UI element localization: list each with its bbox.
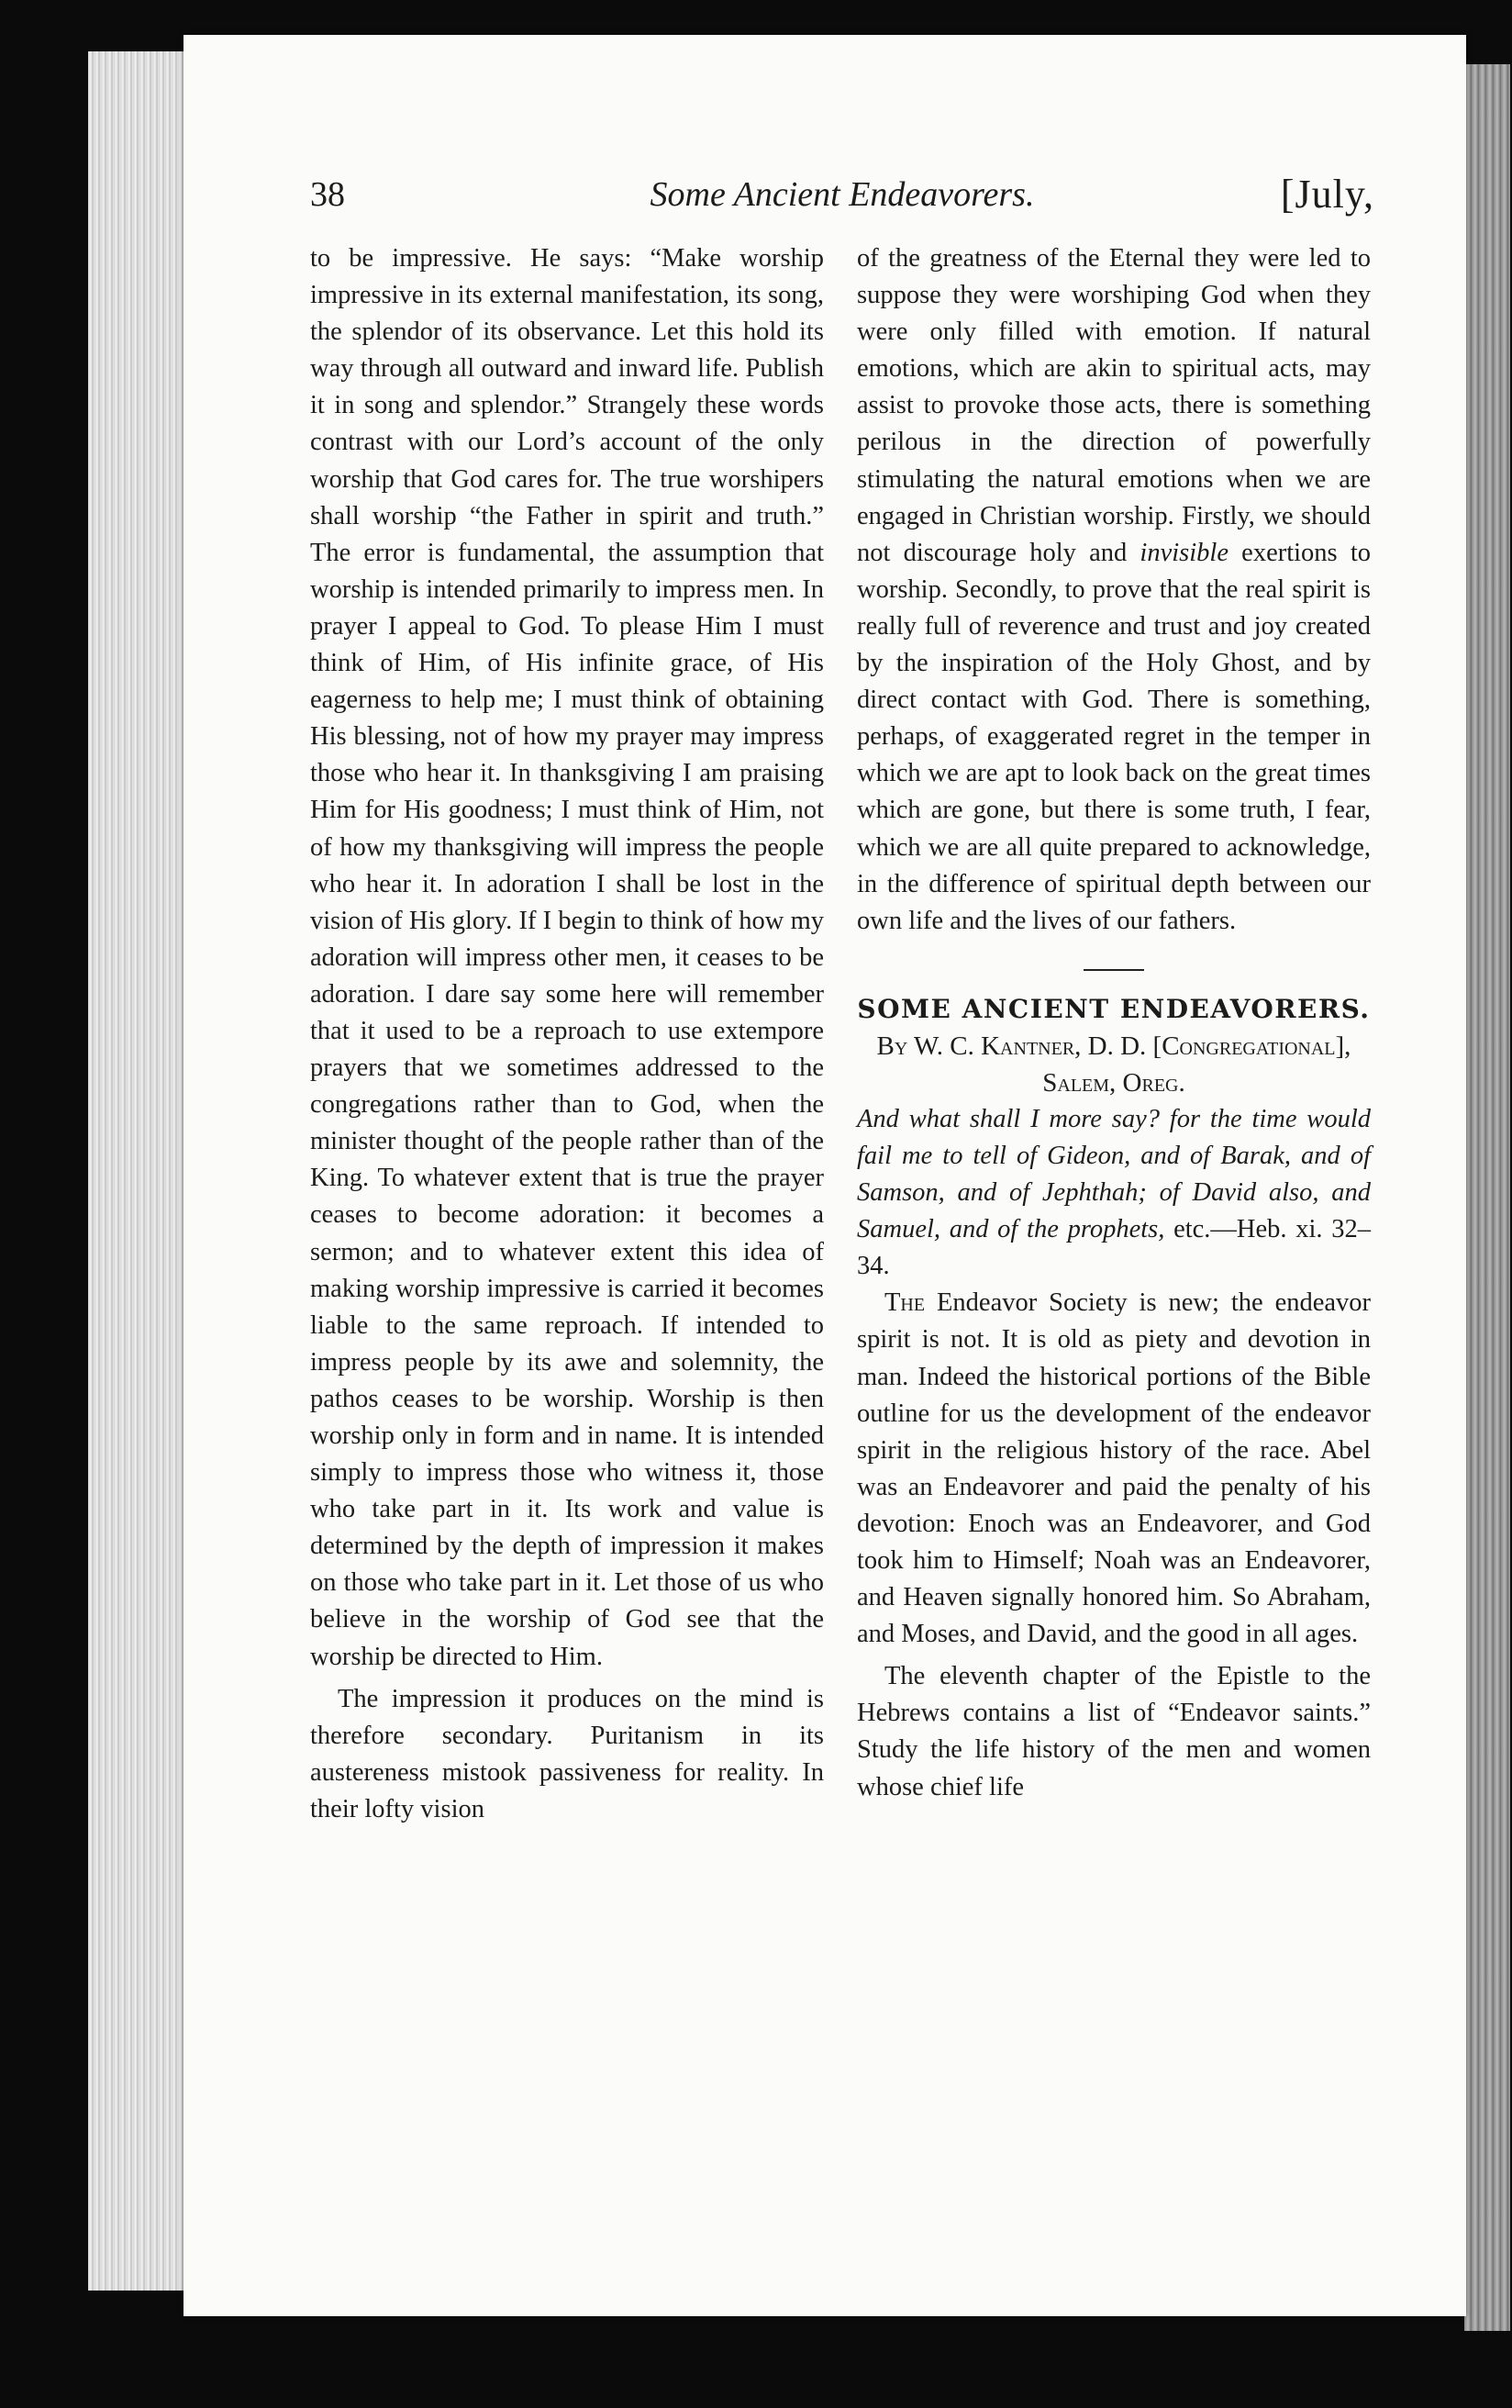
page-number: 38 [310, 175, 345, 214]
epigraph-reference: etc.—Heb. xi. 32–34. [857, 1215, 1371, 1281]
epigraph [857, 1101, 1371, 1285]
book-fore-edge [1464, 64, 1510, 2331]
article-byline: By W. C. Kantner, D. D. [Congregational], Salem, Oreg. [876, 1031, 1351, 1098]
drop-word: The [884, 1288, 926, 1318]
right-column [857, 240, 1371, 1806]
left-paragraph-1: to be impressive. He says: “Make worship impressive in its external manifestation, its song, the splendor of its observance. Let this hold its way through all outward and inward life. Publish it in song and splendor.” Strangely these words contrast with our Lord’s account of the only worship that God cares for. The true worshipers shall worship “the Father in spirit and truth.” The error is fundamental, the assumption that worship is intended primarily to impress men. In prayer I appeal to God. To please Him I must think of Him, of His infinite grace, of His eagerness to help me; I must think of obtaining His blessing, not of how my prayer may impress those who hear it. In thanksgiving I am praising Him for His goodness; I must think of Him, not of how my thanksgiving will impress the people who hear it. In adoration I shall be lost in the vision of His glory. If I begin to think of how my adoration will impress other men, it ceases to be adoration. I dare say some here will remember that it used to be a reproach to use extempore prayers that we sometimes addressed to the congregations rather than to God, when the minister thought of the people rather than of the King. To whatever extent that is true the prayer ceases to become adoration: it becomes a sermon; and to whatever extent this idea of making worship impressive is carried it becomes liable to the same reproach. If intended to impress people by its awe and solemnity, the pathos ceases to be worship. Worship is then worship only in form and in name. It is intended simply to impress those who witness it, those who take part in it. Its work and value is determined by the depth of impression it makes on those who take part in it. Let those of us who believe in the worship of God see that the worship be directed to Him. [310, 244, 824, 1671]
running-head [310, 167, 1374, 222]
left-paragraph-2: The impression it produces on the mind is therefore secondary. Puritanism in its austereness mistook passiveness for reality. In their lofty vision [310, 1684, 824, 1823]
article-title: SOME ANCIENT ENDEAVORERS. [857, 993, 1371, 1024]
running-title: Some Ancient Endeavorers. [650, 175, 1035, 214]
section-divider [1084, 969, 1144, 971]
emphasized-word: invisible [1140, 538, 1228, 567]
right-paragraph-1-text: of the greatness of the Eternal they were led to suppose they were worshiping God when they were only filled with emotion. If natural emotions, which are akin to spiritual acts, may assist to provoke those acts, there is something perilous in the direction of powerfully stimulating the natural emotions when we are engaged in Christian worship. Firstly, we should not discourage holy and invisible exertions to worship. Secondly, to prove that the real spirit is really full of reverence and trust and joy created by the inspiration of the Holy Ghost, and by direct contact with God. There is something, perhaps, of exaggerated regret in the temper in which we are apt to look back on the great times which are gone, but there is some truth, I fear, which we are all quite prepared to acknowledge, in the difference of spiritual depth between our own life and the lives of our fathers. [857, 244, 1372, 935]
right-paragraph-2-text: Endeavor Society is new; the endeavor spirit is not. It is old as piety and devotion in man. Indeed the historical portions of the Bible outline for us the development of the endeavor spirit in the religious history of the race. Abel was an Endeavorer and paid the penalty of his devotion: Enoch was an Endeavorer, and God took him to Himself; Noah was an Endeavorer, and Heaven signally honored him. So Abraham, and Moses, and David, and the good in all ages. [857, 1288, 1372, 1649]
left-column [310, 240, 824, 1828]
book-page-edges [88, 51, 189, 2291]
running-month: [July, [1280, 172, 1374, 217]
right-paragraph-1 [857, 240, 1371, 940]
right-paragraph-3: The eleventh chapter of the Epistle to the Hebrews contains a list of “Endeavor saints.” Study the life history of the men and women whose chief life [857, 1662, 1371, 1801]
right-paragraph-2 [857, 1285, 1371, 1653]
epigraph-text: And what shall I more say? for the time would fail me to tell of Gideon, and of Barak, and of Samson, and of Jephthah; of David also, and Samuel, and of the prophets, [857, 1104, 1371, 1244]
